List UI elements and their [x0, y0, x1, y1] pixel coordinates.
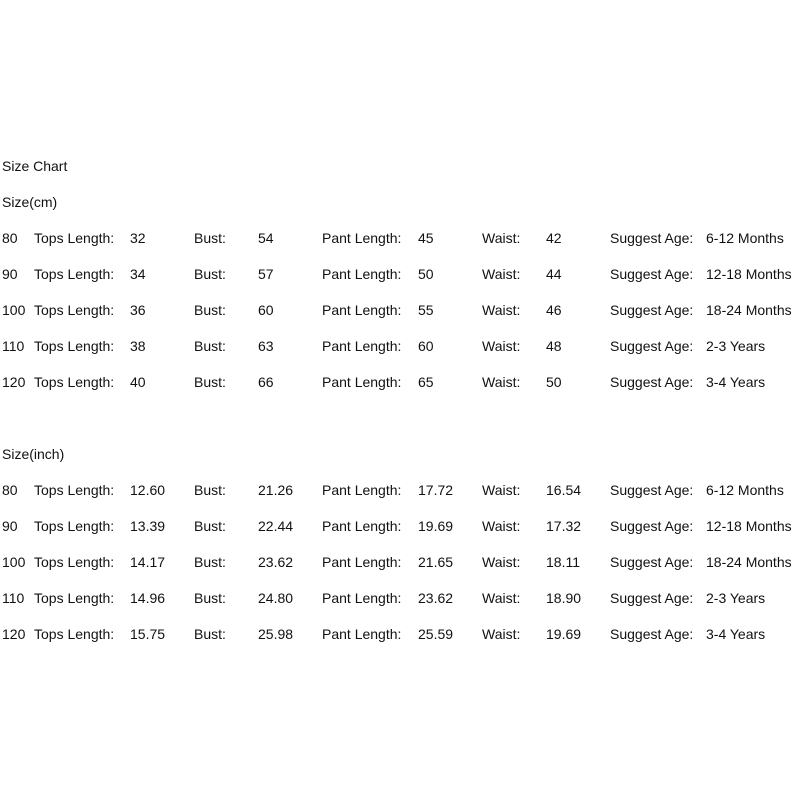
bust-value: 60 [258, 302, 274, 318]
size-value: 90 [2, 266, 18, 282]
bust-label: Bust: [194, 590, 226, 606]
bust-value: 24.80 [258, 590, 294, 606]
suggest-age-label: Suggest Age: [610, 626, 694, 642]
waist-value: 18.11 [546, 554, 580, 570]
tops-length-value: 32 [130, 230, 146, 246]
pant-length-value: 19.69 [418, 518, 454, 534]
waist-value: 42 [546, 230, 562, 246]
tops-length-value: 34 [130, 266, 146, 282]
tops-length-value: 15.75 [130, 626, 166, 642]
table-row [0, 302, 800, 318]
bust-label: Bust: [194, 482, 226, 498]
suggest-age-label: Suggest Age: [610, 338, 694, 354]
tops-length-value: 40 [130, 374, 146, 390]
tops-length-value: 38 [130, 338, 146, 354]
bust-label: Bust: [194, 230, 226, 246]
waist-label: Waist: [482, 518, 521, 534]
pant-length-value: 65 [418, 374, 434, 390]
suggest-age-value: 12-18 Months [706, 518, 792, 534]
pant-length-label: Pant Length: [322, 266, 402, 282]
waist-value: 17.32 [546, 518, 582, 534]
bust-value: 66 [258, 374, 274, 390]
tops-length-label: Tops Length: [34, 590, 115, 606]
size-value: 80 [2, 482, 18, 498]
tops-length-value: 14.17 [130, 554, 166, 570]
pant-length-label: Pant Length: [322, 626, 402, 642]
bust-value: 23.62 [258, 554, 294, 570]
table-row [0, 590, 800, 606]
pant-length-value: 50 [418, 266, 434, 282]
pant-length-value: 25.59 [418, 626, 454, 642]
size-value: 110 [2, 590, 25, 606]
size-value: 100 [2, 554, 26, 570]
waist-value: 46 [546, 302, 562, 318]
waist-value: 44 [546, 266, 562, 282]
pant-length-label: Pant Length: [322, 230, 402, 246]
pant-length-value: 17.72 [418, 482, 454, 498]
waist-label: Waist: [482, 230, 521, 246]
bust-value: 63 [258, 338, 274, 354]
pant-length-label: Pant Length: [322, 302, 402, 318]
bust-value: 57 [258, 266, 274, 282]
waist-label: Waist: [482, 590, 521, 606]
suggest-age-label: Suggest Age: [610, 518, 694, 534]
table-row [0, 554, 800, 570]
table-row [0, 230, 800, 246]
suggest-age-label: Suggest Age: [610, 482, 694, 498]
suggest-age-value: 6-12 Months [706, 230, 784, 246]
tops-length-value: 36 [130, 302, 146, 318]
inch-section-heading: Size(inch) [2, 446, 65, 462]
bust-value: 21.26 [258, 482, 294, 498]
pant-length-label: Pant Length: [322, 518, 402, 534]
bust-label: Bust: [194, 338, 226, 354]
waist-value: 19.69 [546, 626, 582, 642]
suggest-age-label: Suggest Age: [610, 590, 694, 606]
bust-label: Bust: [194, 302, 226, 318]
size-value: 120 [2, 374, 26, 390]
waist-value: 48 [546, 338, 562, 354]
pant-length-value: 55 [418, 302, 434, 318]
tops-length-label: Tops Length: [34, 482, 115, 498]
suggest-age-label: Suggest Age: [610, 302, 694, 318]
pant-length-value: 45 [418, 230, 434, 246]
bust-label: Bust: [194, 374, 226, 390]
suggest-age-value: 6-12 Months [706, 482, 784, 498]
cm-section-heading: Size(cm) [2, 194, 58, 210]
bust-label: Bust: [194, 266, 226, 282]
waist-label: Waist: [482, 626, 521, 642]
tops-length-label: Tops Length: [34, 338, 115, 354]
bust-value: 54 [258, 230, 274, 246]
suggest-age-label: Suggest Age: [610, 230, 694, 246]
suggest-age-value: 2-3 Years [706, 338, 766, 354]
tops-length-label: Tops Length: [34, 554, 115, 570]
tops-length-label: Tops Length: [34, 374, 115, 390]
pant-length-label: Pant Length: [322, 374, 402, 390]
suggest-age-label: Suggest Age: [610, 266, 694, 282]
tops-length-label: Tops Length: [34, 626, 115, 642]
pant-length-value: 21.65 [418, 554, 454, 570]
suggest-age-value: 18-24 Months [706, 554, 792, 570]
tops-length-value: 14.96 [130, 590, 166, 606]
suggest-age-value: 2-3 Years [706, 590, 766, 606]
size-value: 80 [2, 230, 18, 246]
tops-length-value: 12.60 [130, 482, 166, 498]
pant-length-label: Pant Length: [322, 590, 402, 606]
waist-value: 16.54 [546, 482, 582, 498]
pant-length-value: 60 [418, 338, 434, 354]
pant-length-label: Pant Length: [322, 338, 402, 354]
bust-label: Bust: [194, 554, 226, 570]
size-value: 120 [2, 626, 26, 642]
bust-label: Bust: [194, 626, 226, 642]
bust-label: Bust: [194, 518, 226, 534]
size-value: 90 [2, 518, 18, 534]
waist-label: Waist: [482, 374, 521, 390]
pant-length-value: 23.62 [418, 590, 454, 606]
size-value: 100 [2, 302, 26, 318]
table-row [0, 266, 800, 282]
table-row [0, 626, 800, 642]
size-value: 110 [2, 338, 25, 354]
tops-length-label: Tops Length: [34, 230, 115, 246]
waist-value: 18.90 [546, 590, 582, 606]
waist-label: Waist: [482, 266, 521, 282]
waist-label: Waist: [482, 338, 521, 354]
bust-value: 25.98 [258, 626, 294, 642]
table-row [0, 374, 800, 390]
tops-length-label: Tops Length: [34, 518, 115, 534]
bust-value: 22.44 [258, 518, 294, 534]
waist-label: Waist: [482, 482, 521, 498]
pant-length-label: Pant Length: [322, 554, 402, 570]
suggest-age-value: 3-4 Years [706, 626, 766, 642]
pant-length-label: Pant Length: [322, 482, 402, 498]
suggest-age-value: 18-24 Months [706, 302, 792, 318]
table-row [0, 482, 800, 498]
tops-length-value: 13.39 [130, 518, 166, 534]
waist-label: Waist: [482, 302, 521, 318]
suggest-age-label: Suggest Age: [610, 374, 694, 390]
waist-value: 50 [546, 374, 562, 390]
table-row [0, 338, 800, 354]
size-chart-title: Size Chart [2, 158, 68, 174]
suggest-age-value: 3-4 Years [706, 374, 766, 390]
waist-label: Waist: [482, 554, 521, 570]
tops-length-label: Tops Length: [34, 302, 115, 318]
suggest-age-label: Suggest Age: [610, 554, 694, 570]
suggest-age-value: 12-18 Months [706, 266, 792, 282]
tops-length-label: Tops Length: [34, 266, 115, 282]
table-row [0, 518, 800, 534]
